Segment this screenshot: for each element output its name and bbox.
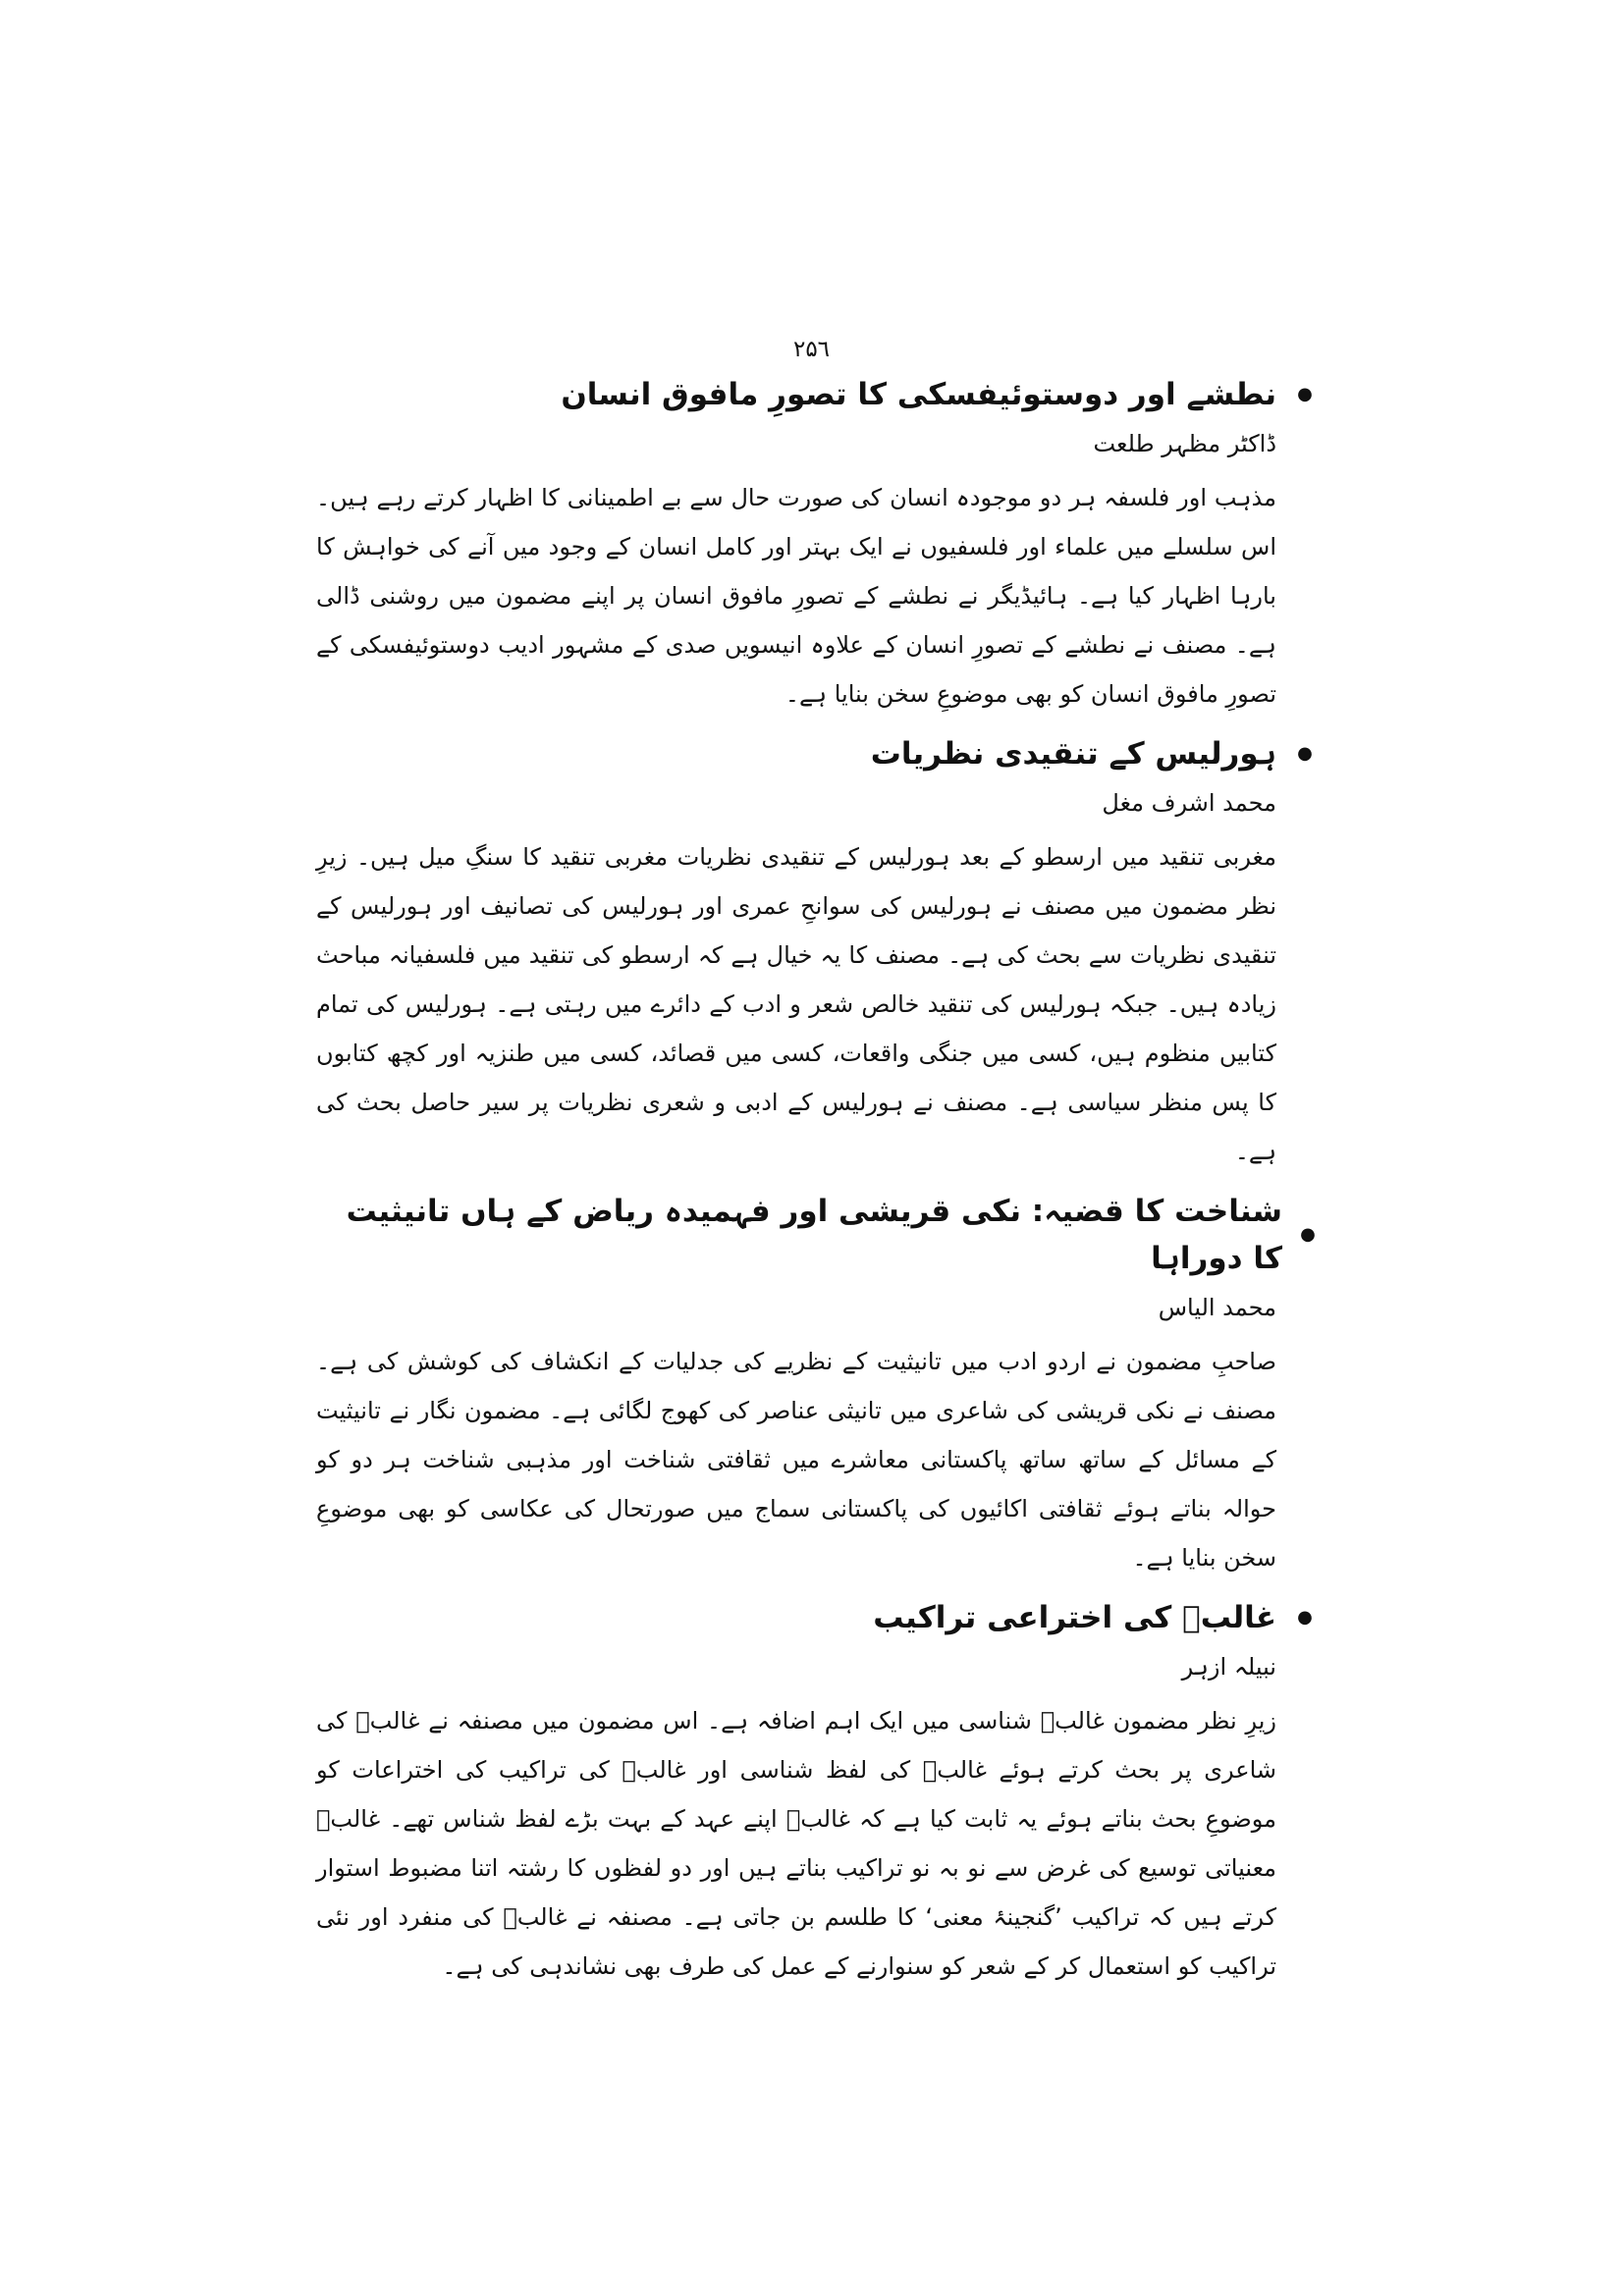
article-summary: مغربی تنقید میں ارسطو کے بعد ہورلیس کے تنقیدی نظریات مغربی تنقید کا سنگِ میل ہیں۔ زیرِ نظر مضمون میں مصنف نے ہورلیس کی سوانحِ عمری اور ہورلیس کی تصانیف اور ہورلیس کے تنقیدی نظریات سے بحث کی ہے۔ مصنف کا یہ خیال ہے کہ ارسطو کی تنقید میں فلسفیانہ مباحث زیادہ ہیں۔ جبکہ ہورلیس کی تنقید خالص شعر و ادب کے دائرے میں رہتی ہے۔ ہورلیس کی تمام کتابیں منظوم ہیں، کسی میں جنگی واقعات، کسی میں قصائد، کسی میں طنزیہ اور کچھ کتابوں کا پس منظر سیاسی ہے۔ مصنف نے ہورلیس کے ادبی و شعری نظریات پر سیر حاصل بحث کی ہے۔ [316, 843, 1276, 1165]
article-summary: مذہب اور فلسفہ ہر دو موجودہ انسان کی صورت حال سے بے اطمینانی کا اظہار کرتے رہے ہیں۔ اس سلسلے میں علماء اور فلسفیوں نے ایک بہتر اور کامل انسان کے وجود میں آنے کی خواہش کا بارہا اظہار کیا ہے۔ ہائیڈیگر نے نطشے کے تصورِ مافوق انسان پر اپنے مضمون میں روشنی ڈالی ہے۔ مصنف نے نطشے کے تصورِ انسان کے علاوہ انیسویں صدی کے مشہور ادیب دوستوئیفسکی کے تصورِ مافوق انسان کو بھی موضوعِ سخن بنایا ہے۔ [316, 484, 1276, 708]
article-entry [316, 730, 1313, 1176]
page-number: ۲۵٦ [792, 337, 831, 362]
article-title: ہورلیس کے تنقیدی نظریات [870, 736, 1276, 772]
article-entry [316, 1188, 1316, 1582]
article-author: ڈاکٹر مظہر طلعت [1093, 430, 1276, 457]
page-content [316, 371, 1316, 2002]
bullet-icon: ● [1297, 384, 1313, 404]
article-author: نبیلہ ازہر [1181, 1653, 1276, 1681]
article-author: محمد اشرف مغل [1102, 789, 1276, 817]
article-author: محمد الیاس [1158, 1294, 1276, 1321]
entry-title-row [316, 730, 1333, 777]
entry-title-row [316, 1188, 1333, 1282]
article-title: غالبؔ کی اختراعی تراکیب [873, 1600, 1276, 1635]
entry-title-row [316, 371, 1333, 418]
bullet-icon: ● [1300, 1224, 1316, 1245]
article-title: شناخت کا قضیہ: نکی قریشی اور فہمیدہ ریاض کے ہاں تانیثیت کا دوراہا [346, 1194, 1283, 1276]
article-title: نطشے اور دوستوئیفسکی کا تصورِ مافوق انسان [561, 377, 1276, 412]
bullet-icon: ● [1297, 1607, 1313, 1628]
article-entry [316, 1594, 1313, 1991]
bullet-icon: ● [1297, 743, 1313, 764]
article-summary: زیرِ نظر مضمون غالبؔ شناسی میں ایک اہم اضافہ ہے۔ اس مضمون میں مصنفہ نے غالبؔ کی شاعری پر بحث کرتے ہوئے غالبؔ کی لفظ شناسی اور غالبؔ کی تراکیب کی اختراعات کو موضوعِ بحث بناتے ہوئے یہ ثابت کیا ہے کہ غالبؔ اپنے عہد کے بہت بڑے لفظ شناس تھے۔ غالبؔ معنیاتی توسیع کی غرض سے نو بہ نو تراکیب بناتے ہیں اور دو لفظوں کا رشتہ اتنا مضبوط استوار کرتے ہیں کہ تراکیب ’گنجینۂ معنی‘ کا طلسم بن جاتی ہے۔ مصنفہ نے غالبؔ کی منفرد اور نئی تراکیب کو استعمال کر کے شعر کو سنوارنے کے عمل کی طرف بھی نشاندہی کی ہے۔ [316, 1707, 1276, 1980]
article-summary: صاحبِ مضمون نے اردو ادب میں تانیثیت کے نظریے کی جدلیات کے انکشاف کی کوشش کی ہے۔ مصنف نے نکی قریشی کی شاعری میں تانیثی عناصر کی کھوج لگائی ہے۔ مضمون نگار نے تانیثیت کے مسائل کے ساتھ ساتھ پاکستانی معاشرے میں ثقافتی شناخت اور مذہبی شناخت ہر دو کو حوالہ بناتے ہوئے ثقافتی اکائیوں کی پاکستانی سماج میں صورتحال کی عکاسی کو بھی موضوعِ سخن بنایا ہے۔ [316, 1348, 1276, 1572]
entry-title-row [316, 1594, 1333, 1641]
article-entry [316, 371, 1313, 719]
